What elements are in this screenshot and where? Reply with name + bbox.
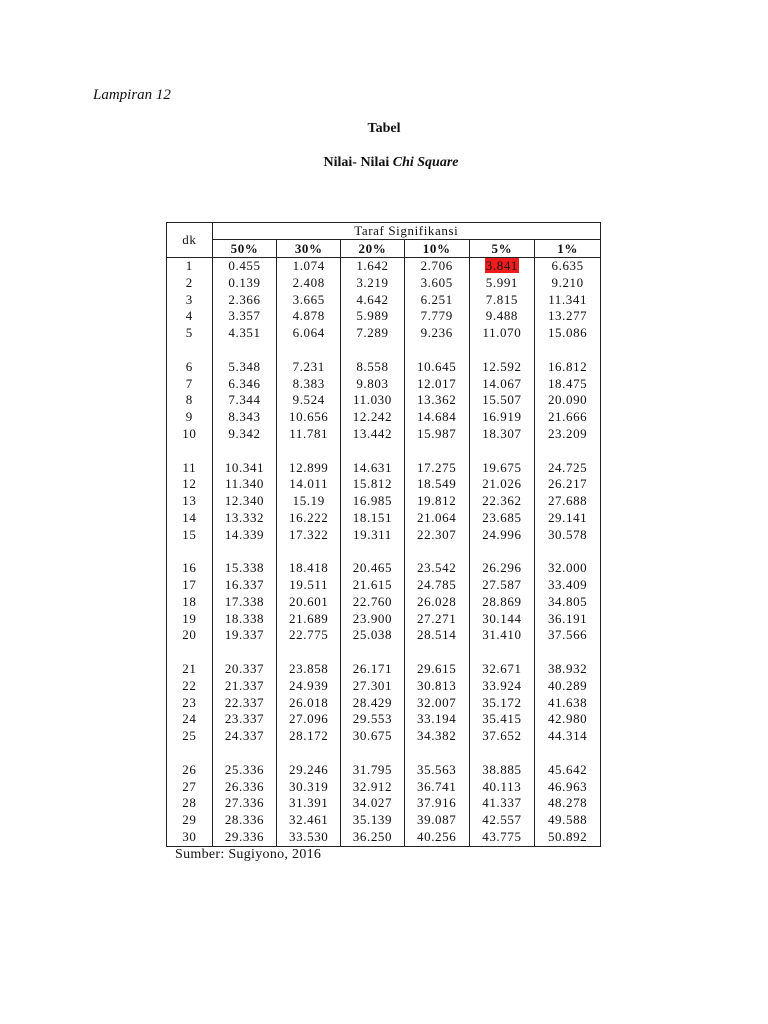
dk-cell: 30 [167,829,213,846]
value-cell: 4.351 [212,325,277,342]
value-cell: 14.011 [277,476,341,493]
spacer-cell [277,644,341,661]
table-row [167,829,601,846]
value-cell: 12.899 [277,460,341,477]
table-row [167,728,601,745]
significance-header: Taraf Signifikansi [212,223,600,240]
value-cell: 20.465 [341,560,405,577]
value-cell: 22.307 [404,527,469,544]
value-cell: 23.900 [341,611,405,628]
value-cell: 28.869 [469,594,535,611]
dk-cell: 15 [167,527,213,544]
value-cell: 21.026 [469,476,535,493]
value-cell: 29.336 [212,829,277,846]
value-cell: 15.987 [404,426,469,443]
value-cell: 45.642 [535,762,601,779]
value-cell: 42.557 [469,812,535,829]
table-row [167,678,601,695]
value-cell: 3.665 [277,292,341,309]
table-row [167,275,601,292]
value-cell: 37.652 [469,728,535,745]
dk-cell: 13 [167,493,213,510]
value-cell: 31.391 [277,795,341,812]
value-cell: 35.172 [469,695,535,712]
value-cell: 23.209 [535,426,601,443]
value-cell: 33.194 [404,711,469,728]
spacer-cell [404,342,469,359]
spacer-cell [404,543,469,560]
value-cell: 29.615 [404,661,469,678]
appendix-label: Lampiran 12 [93,87,171,103]
group-spacer [167,644,601,661]
table-row [167,359,601,376]
value-cell: 10.645 [404,359,469,376]
column-header: 5% [469,240,535,258]
value-cell: 14.067 [469,376,535,393]
dk-cell: 26 [167,762,213,779]
value-cell: 15.507 [469,392,535,409]
chi-square-table [166,222,601,847]
value-cell: 14.684 [404,409,469,426]
value-cell: 33.409 [535,577,601,594]
value-cell: 23.858 [277,661,341,678]
value-cell: 28.429 [341,695,405,712]
value-cell: 34.382 [404,728,469,745]
value-cell: 29.553 [341,711,405,728]
spacer-cell [535,543,601,560]
group-spacer [167,745,601,762]
value-cell: 30.144 [469,611,535,628]
value-cell: 27.688 [535,493,601,510]
table-row [167,460,601,477]
spacer-cell [212,443,277,460]
value-cell: 18.151 [341,510,405,527]
table-row [167,812,601,829]
value-cell: 23.685 [469,510,535,527]
value-cell: 7.344 [212,392,277,409]
table-row [167,711,601,728]
table-row [167,611,601,628]
value-cell: 32.912 [341,779,405,796]
value-cell: 22.760 [341,594,405,611]
table-row [167,527,601,544]
table-body [167,258,601,847]
value-cell: 30.675 [341,728,405,745]
value-cell: 36.741 [404,779,469,796]
value-cell: 2.408 [277,275,341,292]
spacer-cell [341,443,405,460]
value-cell: 0.455 [212,258,277,275]
value-cell: 18.338 [212,611,277,628]
dk-cell: 7 [167,376,213,393]
value-cell: 38.885 [469,762,535,779]
spacer-cell [404,745,469,762]
value-cell: 1.642 [341,258,405,275]
dk-cell: 24 [167,711,213,728]
table-header [167,223,601,258]
value-cell: 1.074 [277,258,341,275]
value-cell: 8.558 [341,359,405,376]
spacer-cell [535,443,601,460]
value-cell: 17.338 [212,594,277,611]
value-cell: 7.231 [277,359,341,376]
spacer-cell [167,745,213,762]
value-cell: 33.924 [469,678,535,695]
value-cell: 6.346 [212,376,277,393]
value-cell: 32.000 [535,560,601,577]
value-cell: 33.530 [277,829,341,846]
spacer-cell [167,644,213,661]
value-cell: 26.217 [535,476,601,493]
table-row [167,308,601,325]
value-cell: 21.689 [277,611,341,628]
dk-cell: 8 [167,392,213,409]
spacer-cell [535,745,601,762]
value-cell: 29.246 [277,762,341,779]
value-cell: 27.301 [341,678,405,695]
value-cell: 15.086 [535,325,601,342]
value-cell: 7.779 [404,308,469,325]
table-row [167,661,601,678]
value-cell: 13.442 [341,426,405,443]
dk-cell: 27 [167,779,213,796]
table-row [167,392,601,409]
value-cell: 11.781 [277,426,341,443]
value-cell: 15.338 [212,560,277,577]
value-cell: 21.615 [341,577,405,594]
spacer-cell [341,745,405,762]
value-cell: 7.289 [341,325,405,342]
value-cell: 9.236 [404,325,469,342]
value-cell: 22.362 [469,493,535,510]
value-cell: 27.271 [404,611,469,628]
value-cell: 9.803 [341,376,405,393]
value-cell: 44.314 [535,728,601,745]
spacer-cell [469,342,535,359]
value-cell: 12.340 [212,493,277,510]
value-cell: 32.007 [404,695,469,712]
value-cell: 50.892 [535,829,601,846]
value-cell: 26.296 [469,560,535,577]
value-cell: 9.524 [277,392,341,409]
value-cell: 22.337 [212,695,277,712]
value-cell: 10.656 [277,409,341,426]
table-row [167,376,601,393]
spacer-cell [212,745,277,762]
dk-cell: 18 [167,594,213,611]
value-cell: 5.991 [469,275,535,292]
value-cell: 3.605 [404,275,469,292]
value-cell: 26.028 [404,594,469,611]
value-cell: 28.514 [404,627,469,644]
dk-cell: 1 [167,258,213,275]
value-cell: 19.511 [277,577,341,594]
value-cell: 21.666 [535,409,601,426]
value-cell: 36.191 [535,611,601,628]
value-cell: 11.070 [469,325,535,342]
value-cell: 16.919 [469,409,535,426]
value-cell: 32.461 [277,812,341,829]
value-cell: 40.289 [535,678,601,695]
value-cell: 7.815 [469,292,535,309]
dk-cell: 2 [167,275,213,292]
dk-cell: 23 [167,695,213,712]
spacer-cell [212,543,277,560]
value-cell: 40.256 [404,829,469,846]
value-cell: 29.141 [535,510,601,527]
dk-cell: 14 [167,510,213,527]
value-cell: 13.362 [404,392,469,409]
value-cell: 2.706 [404,258,469,275]
value-cell: 31.410 [469,627,535,644]
value-cell: 37.566 [535,627,601,644]
value-cell: 35.139 [341,812,405,829]
value-cell: 19.337 [212,627,277,644]
table-row [167,493,601,510]
value-cell: 37.916 [404,795,469,812]
value-cell: 12.592 [469,359,535,376]
table-row [167,409,601,426]
spacer-cell [167,342,213,359]
spacer-cell [404,644,469,661]
subtitle-italic: Chi Square [392,155,459,170]
value-cell: 11.341 [535,292,601,309]
value-cell: 22.775 [277,627,341,644]
value-cell: 38.932 [535,661,601,678]
table-row [167,627,601,644]
dk-cell: 4 [167,308,213,325]
dk-cell: 19 [167,611,213,628]
value-cell: 12.242 [341,409,405,426]
value-cell: 48.278 [535,795,601,812]
value-cell: 4.878 [277,308,341,325]
value-cell: 39.087 [404,812,469,829]
spacer-cell [469,443,535,460]
spacer-cell [341,342,405,359]
spacer-cell [469,745,535,762]
value-cell: 35.563 [404,762,469,779]
value-cell: 18.307 [469,426,535,443]
value-cell: 15.19 [277,493,341,510]
value-cell: 30.813 [404,678,469,695]
value-cell: 2.366 [212,292,277,309]
value-cell: 27.096 [277,711,341,728]
column-header: 50% [212,240,277,258]
spacer-cell [167,543,213,560]
value-cell: 15.812 [341,476,405,493]
value-cell: 20.601 [277,594,341,611]
group-spacer [167,443,601,460]
dk-cell: 25 [167,728,213,745]
dk-cell: 5 [167,325,213,342]
value-cell: 36.250 [341,829,405,846]
value-cell: 32.671 [469,661,535,678]
dk-cell: 10 [167,426,213,443]
table-row [167,779,601,796]
value-cell [469,258,535,275]
spacer-cell [341,543,405,560]
value-cell: 16.812 [535,359,601,376]
value-cell: 10.341 [212,460,277,477]
value-cell: 19.812 [404,493,469,510]
dk-cell: 11 [167,460,213,477]
value-cell: 12.017 [404,376,469,393]
value-cell: 8.343 [212,409,277,426]
value-cell: 49.588 [535,812,601,829]
value-cell: 4.642 [341,292,405,309]
value-cell: 30.578 [535,527,601,544]
value-cell: 16.337 [212,577,277,594]
value-cell: 21.064 [404,510,469,527]
value-cell: 8.383 [277,376,341,393]
highlighted-value: 3.841 [485,258,519,273]
value-cell: 11.030 [341,392,405,409]
value-cell: 9.488 [469,308,535,325]
table-row [167,476,601,493]
value-cell: 31.795 [341,762,405,779]
table-row [167,292,601,309]
value-cell: 5.989 [341,308,405,325]
value-cell: 27.336 [212,795,277,812]
dk-cell: 16 [167,560,213,577]
dk-cell: 6 [167,359,213,376]
spacer-cell [341,644,405,661]
table-row [167,560,601,577]
value-cell: 0.139 [212,275,277,292]
spacer-cell [212,342,277,359]
page-subtitle [7,155,768,171]
value-cell: 17.322 [277,527,341,544]
value-cell: 35.415 [469,711,535,728]
value-cell: 13.277 [535,308,601,325]
value-cell: 28.336 [212,812,277,829]
spacer-cell [469,644,535,661]
table-row [167,762,601,779]
source-note: Sumber: Sugiyono, 2016 [175,847,322,862]
spacer-cell [535,644,601,661]
value-cell: 18.418 [277,560,341,577]
value-cell: 25.336 [212,762,277,779]
value-cell: 41.638 [535,695,601,712]
value-cell: 16.222 [277,510,341,527]
value-cell: 6.635 [535,258,601,275]
value-cell: 24.337 [212,728,277,745]
value-cell: 24.939 [277,678,341,695]
table-row [167,426,601,443]
dk-cell: 3 [167,292,213,309]
value-cell: 11.340 [212,476,277,493]
spacer-cell [469,543,535,560]
value-cell: 43.775 [469,829,535,846]
value-cell: 17.275 [404,460,469,477]
page-title: Tabel [367,121,401,136]
value-cell: 14.339 [212,527,277,544]
value-cell: 20.090 [535,392,601,409]
value-cell: 19.311 [341,527,405,544]
value-cell: 6.064 [277,325,341,342]
value-cell: 16.985 [341,493,405,510]
value-cell: 27.587 [469,577,535,594]
dk-header: dk [167,223,213,258]
spacer-cell [277,443,341,460]
value-cell: 3.357 [212,308,277,325]
value-cell: 26.018 [277,695,341,712]
value-cell: 40.113 [469,779,535,796]
table-row [167,594,601,611]
group-spacer [167,543,601,560]
table-row [167,325,601,342]
spacer-cell [212,644,277,661]
value-cell: 41.337 [469,795,535,812]
value-cell: 9.342 [212,426,277,443]
value-cell: 42.980 [535,711,601,728]
value-cell: 46.963 [535,779,601,796]
value-cell: 34.805 [535,594,601,611]
dk-cell: 17 [167,577,213,594]
dk-cell: 9 [167,409,213,426]
dk-cell: 22 [167,678,213,695]
spacer-cell [277,745,341,762]
value-cell: 3.219 [341,275,405,292]
value-cell: 30.319 [277,779,341,796]
value-cell: 18.549 [404,476,469,493]
table-row [167,695,601,712]
value-cell: 23.542 [404,560,469,577]
value-cell: 20.337 [212,661,277,678]
value-cell: 21.337 [212,678,277,695]
value-cell: 14.631 [341,460,405,477]
subtitle-prefix: Nilai- Nilai [323,155,393,170]
value-cell: 6.251 [404,292,469,309]
value-cell: 26.336 [212,779,277,796]
dk-cell: 20 [167,627,213,644]
group-spacer [167,342,601,359]
table-row [167,577,601,594]
value-cell: 24.725 [535,460,601,477]
column-header: 30% [277,240,341,258]
table-row [167,795,601,812]
spacer-cell [277,342,341,359]
dk-cell: 21 [167,661,213,678]
value-cell: 19.675 [469,460,535,477]
value-cell: 26.171 [341,661,405,678]
column-header: 1% [535,240,601,258]
table-row [167,258,601,275]
dk-cell: 12 [167,476,213,493]
dk-cell: 29 [167,812,213,829]
value-cell: 13.332 [212,510,277,527]
spacer-cell [277,543,341,560]
column-header: 10% [404,240,469,258]
value-cell: 24.785 [404,577,469,594]
value-cell: 28.172 [277,728,341,745]
spacer-cell [167,443,213,460]
dk-cell: 28 [167,795,213,812]
table-row [167,510,601,527]
value-cell: 34.027 [341,795,405,812]
value-cell: 24.996 [469,527,535,544]
column-header: 20% [341,240,405,258]
value-cell: 18.475 [535,376,601,393]
value-cell: 25.038 [341,627,405,644]
value-cell: 5.348 [212,359,277,376]
spacer-cell [535,342,601,359]
value-cell: 9.210 [535,275,601,292]
value-cell: 23.337 [212,711,277,728]
spacer-cell [404,443,469,460]
